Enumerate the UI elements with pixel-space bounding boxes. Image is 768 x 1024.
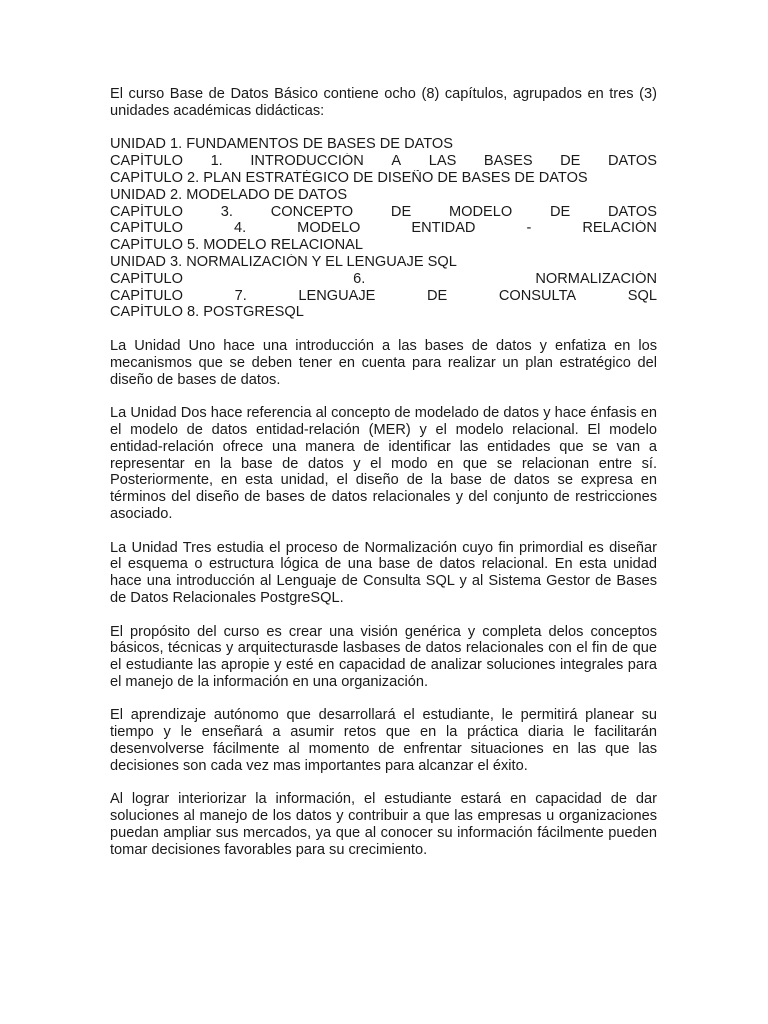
outline-word: CAPÍTULO [110, 203, 183, 220]
paragraph-proposito: El propósito del curso es crear una visión genérica y completa delos conceptos básicos, técnicas y arquitecturasde lasbases de datos relacionales con el fin de que el estudiante las apropie y esté en capacidad de analizar soluciones integrales para el manejo de la información en una organización. [110, 623, 657, 690]
outline-line [110, 254, 657, 271]
outline-word: MODELO [448, 203, 513, 220]
outline-word: CAPÍTULO [110, 220, 183, 237]
outline-line [110, 170, 657, 187]
outline-line [110, 220, 657, 237]
outline-line [110, 271, 657, 288]
outline-word: CAPÍTULO 5. MODELO RELACIONAL [110, 237, 364, 254]
outline-word: CAPÍTULO [110, 270, 183, 287]
paragraph-unidad-dos: La Unidad Dos hace referencia al concepto de modelado de datos y hace énfasis en el modelo de datos entidad-relación (MER) y el modelo relacional. El modelo entidad-relación ofrece una manera de identificar las entidades que se van a representar en la base de datos y el modo en que se relacionan entre sí. Posteriormente, en esta unidad, el diseño de la base de datos se expresa en términos del diseño de bases de datos relacionales y del conjunto de restricciones asociado. [110, 405, 657, 522]
paragraph-aprendizaje: El aprendizaje autónomo que desarrollará el estudiante, le permitirá planear su tiempo y le enseñará a asumir retos que en la práctica diaria le facilitarán desenvolverse fácilmente al momento de enfrentar situaciones en las que las decisiones son cada vez mas importantes para alcanzar el éxito. [110, 707, 657, 774]
paragraph-unidad-uno: La Unidad Uno hace una introducción a las bases de datos y enfatiza en los mecanismos que se deben tener en cuenta para realizar un plan estratégico del diseño de bases de datos. [110, 337, 657, 388]
outline-line [110, 288, 657, 305]
outline-word: RELACIÓN [582, 220, 657, 237]
outline-line [110, 153, 657, 170]
outline-word: DE [549, 203, 571, 220]
paragraph-conclusion: Al lograr interiorizar la información, el estudiante estará en capacidad de dar soluciones al manejo de los datos y contribuir a que las empresas u organizaciones puedan ampliar sus mercados, ya que al conocer su información fácilmente pueden tomar decisiones favorables para su crecimiento. [110, 791, 657, 858]
outline-word: A [391, 153, 402, 170]
outline-word: CAPÍTULO [110, 153, 183, 170]
outline-word: CONSULTA [498, 287, 577, 304]
outline-word: 1. [210, 153, 223, 170]
course-outline [110, 136, 657, 321]
outline-line [110, 204, 657, 221]
outline-word: 4. [233, 220, 247, 237]
outline-word: CONCEPTO [270, 203, 354, 220]
outline-word: DE [390, 203, 412, 220]
outline-word: UNIDAD 2. MODELADO DE DATOS [110, 186, 348, 203]
outline-line [110, 237, 657, 254]
outline-word: ENTIDAD [411, 220, 476, 237]
outline-line [110, 187, 657, 204]
outline-word: BASES [483, 153, 533, 170]
outline-word: DE [426, 287, 448, 304]
outline-word: 7. [234, 287, 247, 304]
paragraph-unidad-tres: La Unidad Tres estudia el proceso de Normalización cuyo fin primordial es diseñar el esquema o estructura lógica de una base de datos relacional. En esta unidad hace una introducción al Lenguaje de Consulta SQL y al Sistema Gestor de Bases de Datos Relacionales PostgreSQL. [110, 539, 657, 606]
outline-word: 6. [353, 270, 366, 287]
outline-line [110, 136, 657, 153]
outline-word: DE [560, 153, 581, 170]
outline-word: CAPÍTULO [110, 287, 183, 304]
outline-word: DATOS [608, 203, 657, 220]
outline-word: INTRODUCCIÓN [250, 153, 364, 170]
outline-word: NORMALIZACIÓN [535, 270, 657, 287]
outline-word: DATOS [608, 153, 657, 170]
outline-word: CAPÍTULO 8. POSTGRESQL [110, 304, 304, 321]
outline-word: UNIDAD 1. FUNDAMENTOS DE BASES DE DATOS [110, 136, 454, 153]
document-page [110, 86, 657, 875]
intro-paragraph: El curso Base de Datos Básico contiene ocho (8) capítulos, agrupados en tres (3) unidades académicas didácticas: [110, 86, 657, 119]
outline-line [110, 304, 657, 321]
outline-word: MODELO [297, 220, 361, 237]
outline-word: - [526, 220, 532, 237]
outline-word: CAPÍTULO 2. PLAN ESTRATÉGICO DE DISEÑO DE BASES DE DATOS [110, 169, 588, 186]
outline-word: SQL [627, 287, 657, 304]
outline-word: LENGUAJE [298, 287, 376, 304]
outline-word: 3. [220, 203, 233, 220]
outline-word: UNIDAD 3. NORMALIZACIÓN Y EL LENGUAJE SQL [110, 253, 457, 270]
outline-word: LAS [428, 153, 457, 170]
